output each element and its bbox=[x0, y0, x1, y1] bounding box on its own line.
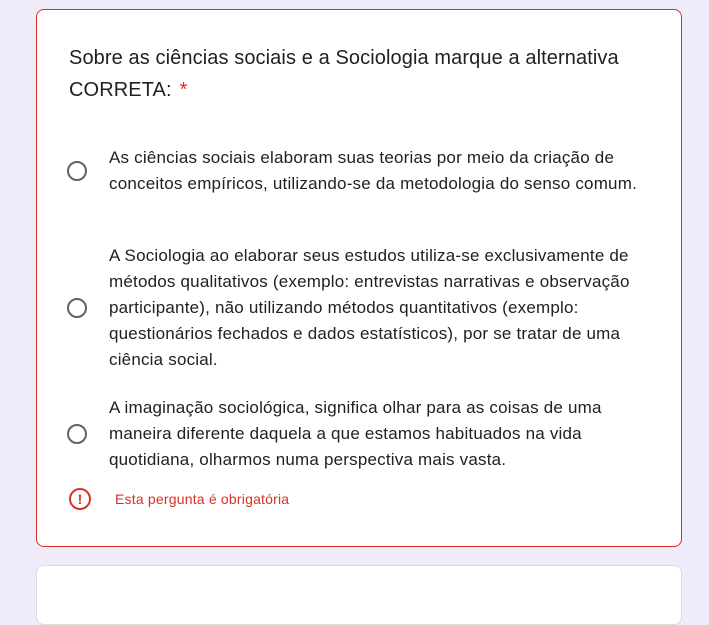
option-3[interactable] bbox=[67, 395, 647, 473]
question-title bbox=[69, 42, 659, 106]
next-question-card bbox=[36, 565, 682, 625]
option-label[interactable]: As ciências sociais elaboram suas teorias por meio da criação de conceitos empíricos, utilizando-se da metodologia do senso comum. bbox=[109, 148, 637, 193]
exclamation-icon: ! bbox=[69, 488, 91, 510]
radio-button[interactable] bbox=[67, 424, 87, 444]
option-2[interactable] bbox=[67, 243, 647, 373]
option-label[interactable]: A imaginação sociológica, significa olhar para as coisas de uma maneira diferente daquela a que estamos habituados na vida quotidiana, olharmos numa perspectiva mais vasta. bbox=[109, 398, 602, 469]
option-1[interactable] bbox=[67, 145, 647, 197]
radio-button[interactable] bbox=[67, 161, 87, 181]
question-card bbox=[36, 9, 682, 547]
required-star: * bbox=[179, 79, 188, 101]
error-message: Esta pergunta é obrigatória bbox=[115, 491, 290, 507]
option-label[interactable]: A Sociologia ao elaborar seus estudos utiliza-se exclusivamente de métodos qualitativos (exemplo: entrevistas narrativas e observação participante), não utilizando métodos quantitativos (exemplo: questionários fechados e dados estatísticos), por se tratar de uma ciência social. bbox=[109, 246, 630, 369]
question-title-text: Sobre as ciências sociais e a Sociologia marque a alternativa CORRETA: bbox=[69, 47, 619, 101]
required-error bbox=[69, 488, 289, 510]
radio-button[interactable] bbox=[67, 298, 87, 318]
